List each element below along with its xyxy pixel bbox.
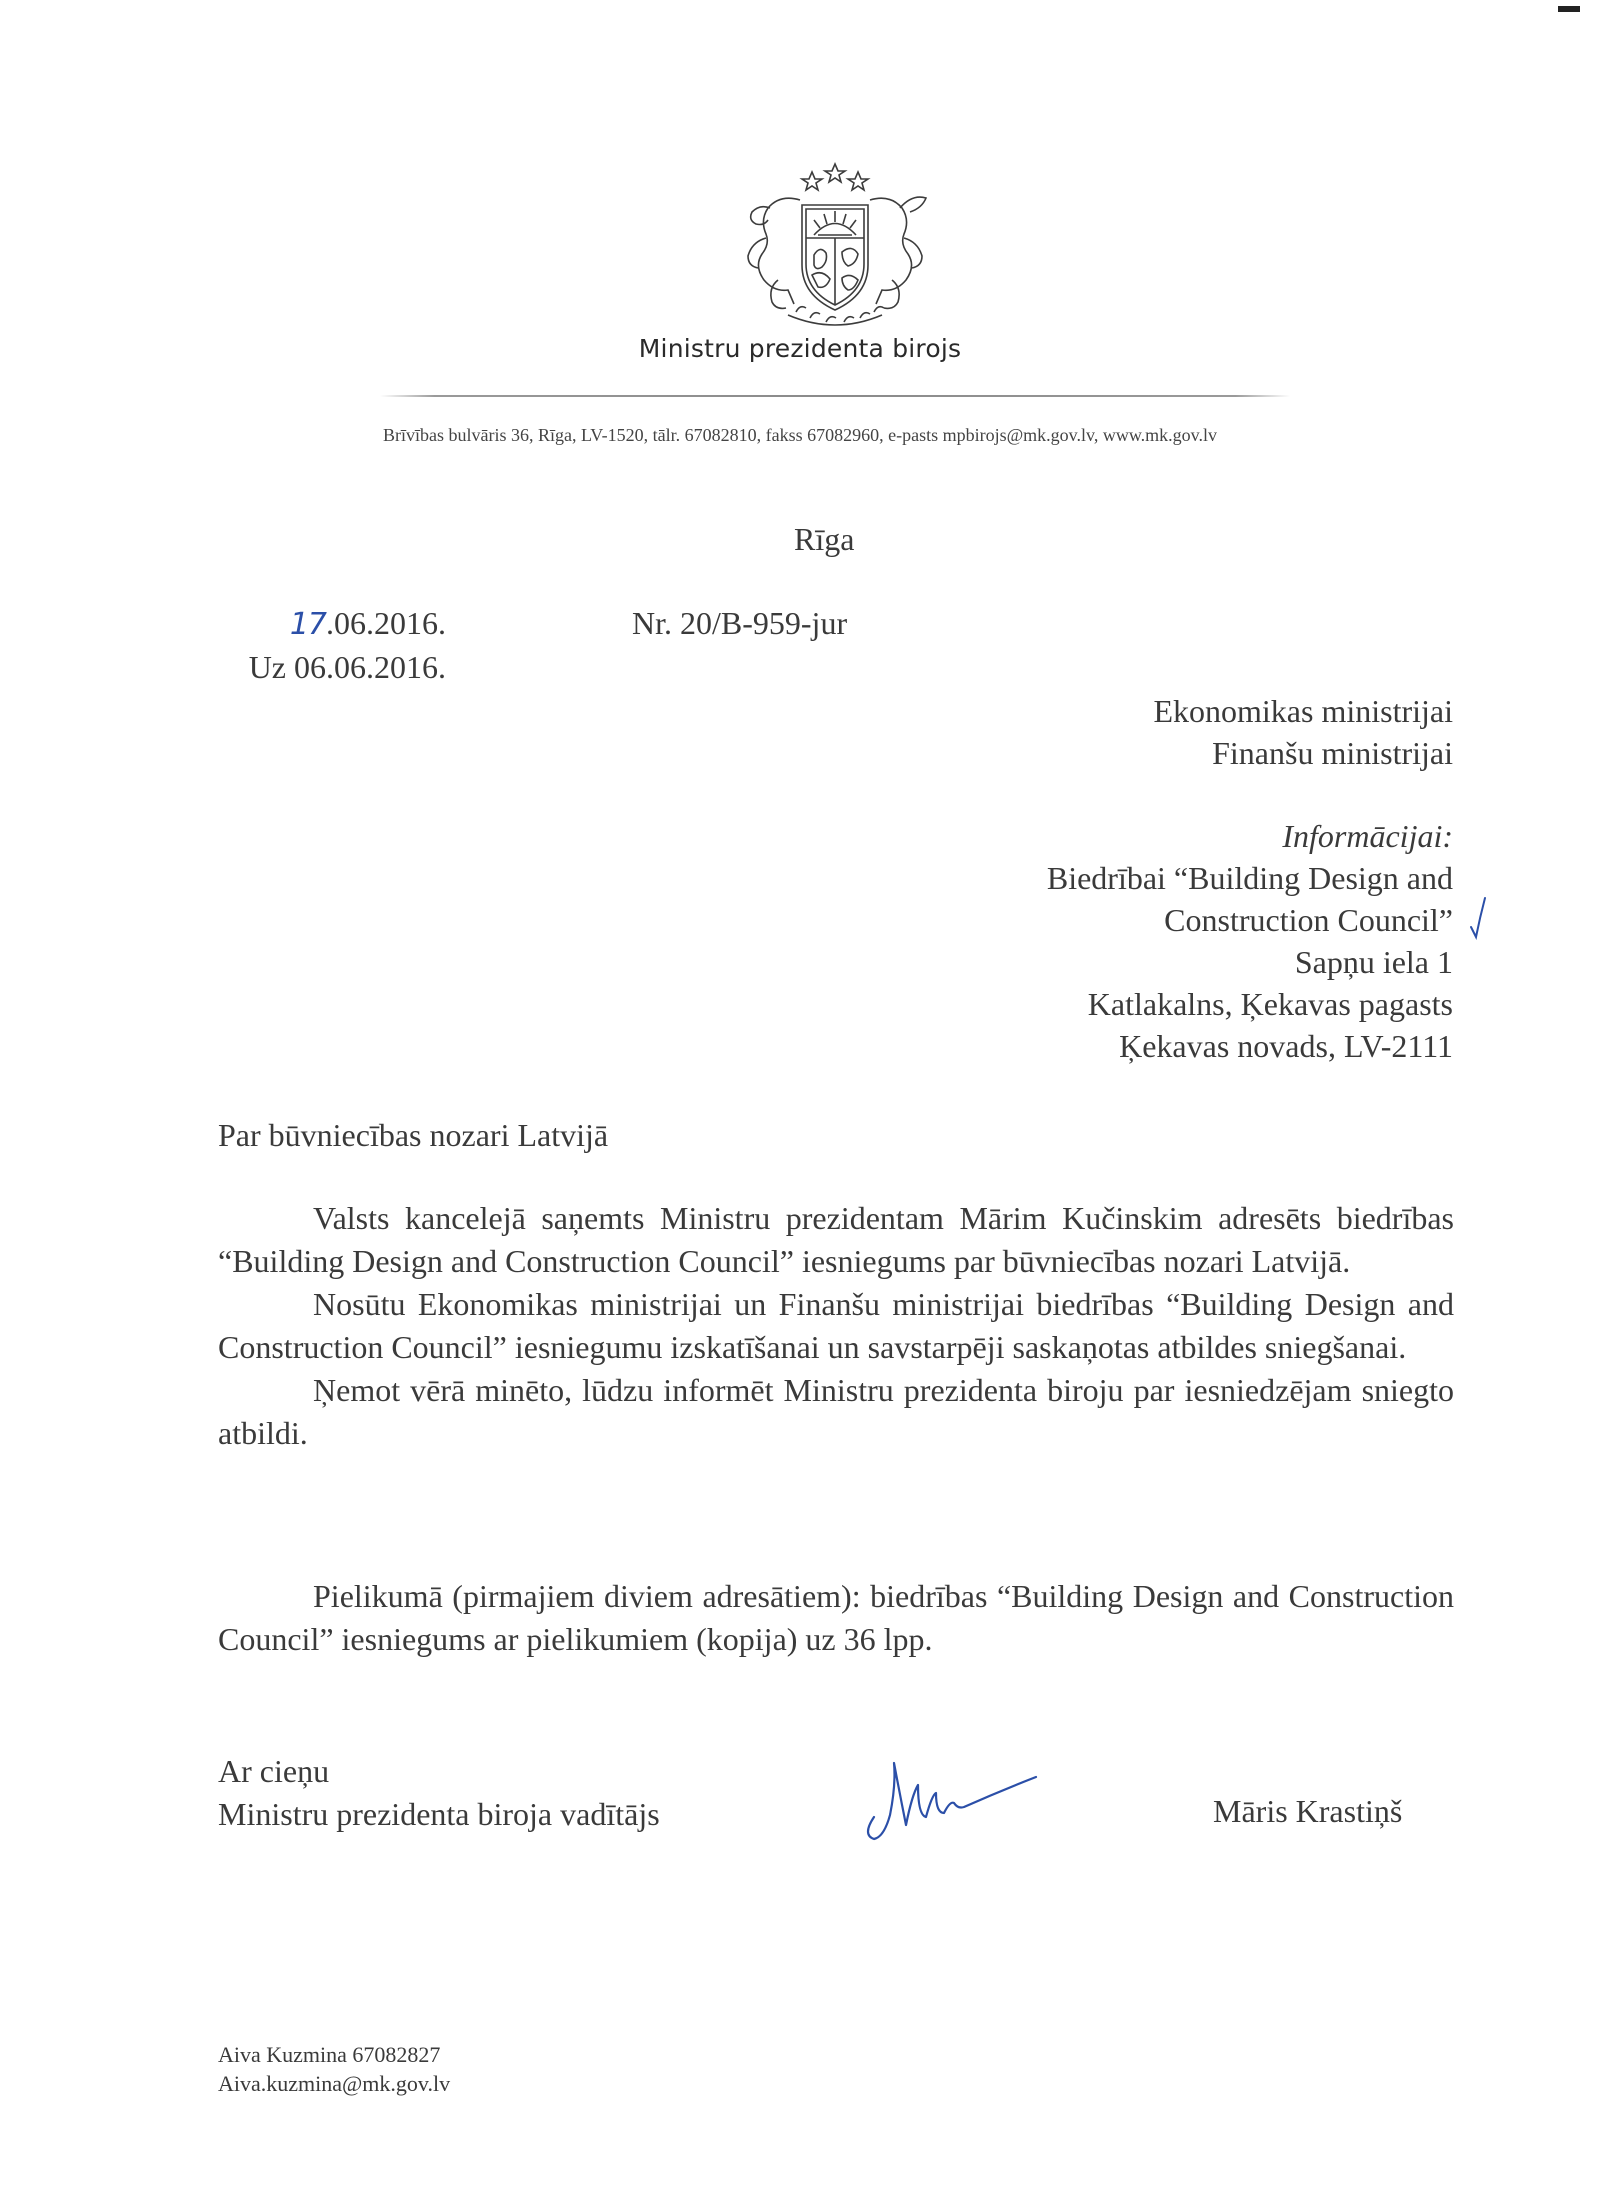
city: Rīga (794, 521, 855, 557)
recipient-line: Finanšu ministrijai (1212, 735, 1453, 771)
info-line: Construction Council” (1164, 902, 1453, 938)
contact-person-email: Aiva.kuzmina@mk.gov.lv (218, 2071, 451, 2096)
letterhead-contact-line: Brīvības bulvāris 36, Rīga, LV-1520, tālr. 67082810, fakss 67082960, e-pasts mpbirojs@mk.gov.lv, www.mk.gov.lv (382, 425, 1218, 445)
date-rest: .06.2016. (326, 605, 446, 641)
contact-person-block (218, 2040, 450, 2098)
body-paragraph: Nosūtu Ekonomikas ministrijai un Finanšu ministrijai biedrības “Building Design and Construction Council” iesniegumu izskatīšanai un savstarpēji saskaņotas atbildes sniegšanai. (218, 1286, 1454, 1365)
registration-number: Nr. 20/B-959-jur (632, 605, 848, 641)
office-name: Ministru prezidenta birojs (638, 334, 962, 363)
letterhead-divider (380, 395, 1290, 397)
info-line: Katlakalns, Ķekavas pagasts (1087, 986, 1453, 1022)
scan-corner-mark (1558, 6, 1580, 12)
letter-body (218, 1197, 1454, 1455)
handwritten-signature-icon (860, 1755, 1045, 1845)
handwritten-day: 17 (289, 607, 326, 642)
signer-name: Māris Krastiņš (1213, 1793, 1403, 1829)
body-paragraph: Valsts kancelejā saņemts Ministru prezidentam Mārim Kučinskim adresēts biedrības “Building Design and Construction Council” iesniegums par būvniecības nozari Latvijā. (218, 1200, 1454, 1279)
latvia-coat-of-arms-icon (730, 160, 940, 335)
body-paragraph: Ņemot vērā minēto, lūdzu informēt Ministru prezidenta biroju par iesniedzējam sniegto atbildi. (218, 1372, 1454, 1451)
contact-person-phone: Aiva Kuzmina 67082827 (218, 2042, 441, 2067)
info-recipient-block (1047, 815, 1453, 1067)
reply-to-date: Uz 06.06.2016. (248, 649, 446, 685)
letter-subject: Par būvniecības nozari Latvijā (218, 1117, 609, 1153)
info-line: Biedrībai “Building Design and (1046, 860, 1453, 896)
info-label: Informācijai: (1282, 818, 1453, 854)
handwritten-check-icon (1468, 895, 1488, 940)
recipient-line: Ekonomikas ministrijai (1153, 693, 1453, 729)
info-line: Sapņu iela 1 (1294, 944, 1453, 980)
date-block (220, 602, 446, 688)
recipients (1153, 690, 1453, 774)
info-line: Ķekavas novads, LV-2111 (1119, 1028, 1453, 1064)
closing-greeting: Ar cieņu (218, 1753, 330, 1789)
closing-block (218, 1750, 660, 1836)
signer-position: Ministru prezidenta biroja vadītājs (218, 1796, 660, 1832)
letter-date (220, 602, 446, 646)
attachment-note: Pielikumā (pirmajiem diviem adresātiem): biedrības “Building Design and Construction Council” iesniegums ar pielikumiem (kopija) uz 36 lpp. (218, 1578, 1454, 1657)
